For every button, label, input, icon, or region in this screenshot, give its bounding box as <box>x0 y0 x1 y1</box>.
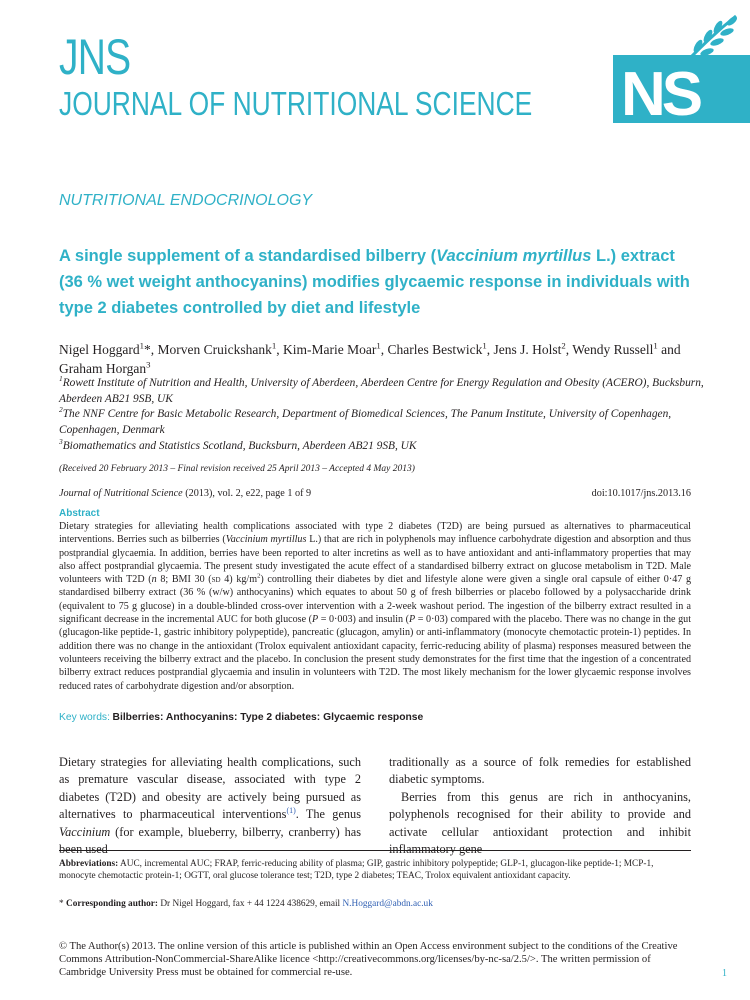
ns-logo-graphic <box>613 55 750 123</box>
keywords-label: Key words: <box>59 712 110 723</box>
title-species: Vaccinium myrtillus <box>436 247 592 265</box>
affil-marker: 1 <box>139 340 144 351</box>
corresponding-label: Corresponding author: <box>63 899 159 909</box>
body-paragraph: Berries from this genus are rich in anthocyanins, polyphenols recognised for their ability to provide and activate cellular antioxidant protection and inhibit inflammatory gene <box>389 789 691 857</box>
abstract-seg: 8; BMI 30 ( <box>156 574 212 586</box>
abstract-seg: L.) that are rich in polyphenols may influence carbohydrate digestion and absorption and thus postprandial glycaemia. In addition, berries have been reported to alter incretins as well as to have antioxidant and anti-inflammatory properties that may also affect postprandial glycaemia. The present study investigated the acute effect of a standardised bilberry extract on glucose metabolism in T2D. Male volunteers with T2D ( <box>59 534 691 586</box>
author-list <box>59 340 699 378</box>
body-paragraph: traditionally as a source of folk remedies for established diabetic symptoms. <box>389 755 691 787</box>
corresponding-author <box>59 899 433 909</box>
journal-abbreviation: JNS <box>59 29 131 85</box>
abbreviations-label: Abbreviations: <box>59 859 119 869</box>
citation-details: (2013), vol. 2, e22, page 1 of 9 <box>182 488 312 499</box>
affiliation-text: Rowett Institute of Nutrition and Health, University of Aberdeen, Aberdeen Centre for Energy Regulation and Obesity (ACERO), Bucksburn, Aberdeen AB21 9SB, UK <box>59 377 704 405</box>
ns-logo <box>613 55 750 123</box>
section-heading: NUTRITIONAL ENDOCRINOLOGY <box>59 192 313 209</box>
affiliation-number: 1 <box>59 374 63 384</box>
affiliation <box>59 376 719 407</box>
doi: doi:10.1017/jns.2013.16 <box>591 488 691 499</box>
title-text-2: L.) extract (36 % wet weight anthocyanins) modifies glycaemic response in individuals with type 2 diabetes controlled by diet and lifestyle <box>59 247 690 317</box>
journal-name: JOURNAL OF NUTRITIONAL SCIENCE <box>59 85 533 122</box>
body-column-right <box>389 754 691 858</box>
corresponding-star: * <box>59 899 64 909</box>
affiliation-text: Biomathematics and Statistics Scotland, Bucksburn, Aberdeen AB21 9SB, UK <box>62 440 417 452</box>
title-text: A single supplement of a standardised bilberry ( <box>59 247 437 265</box>
body-text: Dietary strategies for alleviating health complications, such as premature vascular disease, associated with type 2 diabetes (T2D) and obesity are actively being pursued as alternatives to pharmaceutical interventions <box>59 755 361 822</box>
footnote-divider <box>59 850 691 851</box>
corresponding-text: Dr Nigel Hoggard, fax + 44 1224 438629, email <box>158 899 343 909</box>
affiliation <box>59 407 719 438</box>
affil-marker: 1 <box>271 340 277 351</box>
author-name: Nigel Hoggard <box>59 342 140 357</box>
affiliation-text: The NNF Centre for Basic Metabolic Research, Department of Biomedical Sciences, The Panum Institute, University of Copenhagen, Copenhagen, Denmark <box>59 408 672 436</box>
author-name: and Graham Horgan <box>59 342 681 376</box>
abstract-symbol: P <box>409 614 416 626</box>
license-text: © The Author(s) 2013. The online version of this article is published within an Open Access environment subject to the conditions of the Creative Commons Attribution-NonCommercial-ShareAlike licence <http://creativecommons.org/licenses/by-nc-sa/2.5/>. The written permission of Cambridge University Press must be obtained for commercial re-use. <box>59 941 678 978</box>
citation <box>59 488 311 499</box>
keywords <box>59 712 423 723</box>
wheat-icon <box>680 12 745 62</box>
logo-text: NS <box>621 60 700 123</box>
abstract-seg: Dietary strategies for alleviating health complications associated with type 2 diabetes (T2D) are being pursued as alternatives to pharmaceutical interventions. Berries such as bilberries ( <box>59 521 691 546</box>
affil-marker: 1 <box>482 340 487 351</box>
body-text: (for example, blueberry, bilberry, cranberry) has been used <box>59 824 361 857</box>
page-number: 1 <box>722 968 727 979</box>
keywords-text: Bilberries: Anthocyanins: Type 2 diabetes: Glycaemic response <box>112 712 424 723</box>
body-genus: Vaccinium <box>59 824 111 839</box>
affiliation-number: 3 <box>59 437 63 447</box>
author-name: , Morven Cruickshank <box>150 342 272 357</box>
body-column-left <box>59 754 361 858</box>
affil-marker: 3 <box>146 359 151 370</box>
abstract-seg: 4) kg/m <box>220 574 258 586</box>
affiliation <box>59 439 719 455</box>
abstract-symbol: n <box>151 574 157 586</box>
abstract-sd: sd <box>211 574 221 586</box>
body-text: . The genus <box>295 807 361 822</box>
author-name: , Jens J. Holst <box>486 342 562 357</box>
email-link[interactable]: N.Hoggard@abdn.ac.uk <box>342 899 433 909</box>
author-name: , Kim-Marie Moar <box>276 342 377 357</box>
abstract-text <box>59 520 691 693</box>
abstract-species: Vaccinium myrtillus <box>225 534 307 546</box>
affil-marker: 1 <box>376 340 381 351</box>
author-name: , Wendy Russell <box>565 342 654 357</box>
abstract-symbol: P <box>311 614 319 626</box>
abstract-seg: = 0·03) compared with the placebo. There was no change in the gut (glucagon-like peptide-1, gastric inhibitory polypeptide), pancreatic (glucagon, amylin) or anti-inflammatory (monocyte chemotactic protein-1) peptides. In addition there was no change in the antioxidant (Trolox equivalent antioxidant capacity, ferric-reducing ability of plasma) responses measured between the volunteers receiving the bilberry extract and the placebo. In conclusion the present study demonstrates for the first time that the ingestion of a concentrated bilberry extract reduces postprandial glycaemia and insulin in volunteers with T2D. The most likely mechanism for the lower glycaemic response involves reduced rates of carbohydrate digestion and/or absorption. <box>59 614 691 692</box>
abbreviations <box>59 858 691 882</box>
abstract-seg: = 0·003) and insulin ( <box>318 614 410 626</box>
received-dates: (Received 20 February 2013 – Final revision received 25 April 2013 – Accepted 4 May 2013) <box>59 464 415 474</box>
abstract-seg: ) controlling their diabetes by diet and lifestyle alone were given a single oral capsule of either 0·47 g standardised bilberry extract (36 % (w/w) anthocyanins) which equates to about 50 g of fresh bilberries or placebo followed by a polysaccharide drink (equivalent to 75 g glucose) in a double-blinded cross-over intervention with a 2-week washout period. The ingestion of the bilberry extract resulted in a significant decrease in the incremental AUC for both glucose ( <box>59 574 691 626</box>
abstract-heading: Abstract <box>59 508 100 519</box>
affil-marker: 1 <box>653 340 658 351</box>
reference-link[interactable]: (1) <box>286 806 296 816</box>
abbreviations-text: AUC, incremental AUC; FRAP, ferric-reducing ability of plasma; GIP, gastric inhibitory polypeptide; GLP-1, glucagon-like peptide-1; MCP-1, monocyte chemotactic protein-1; OGTT, oral glucose tolerance test; T2D, type 2 diabetes; TEAC, Trolox equivalent antioxidant capacity. <box>59 859 654 882</box>
affiliation-number: 2 <box>59 405 63 415</box>
article-title <box>59 243 699 321</box>
citation-journal: Journal of Nutritional Science <box>59 488 183 499</box>
abstract-superscript: 2 <box>257 572 261 580</box>
author-name: , Charles Bestwick <box>380 342 483 357</box>
corresponding-marker: * <box>144 342 151 357</box>
affil-marker: 2 <box>561 340 566 351</box>
